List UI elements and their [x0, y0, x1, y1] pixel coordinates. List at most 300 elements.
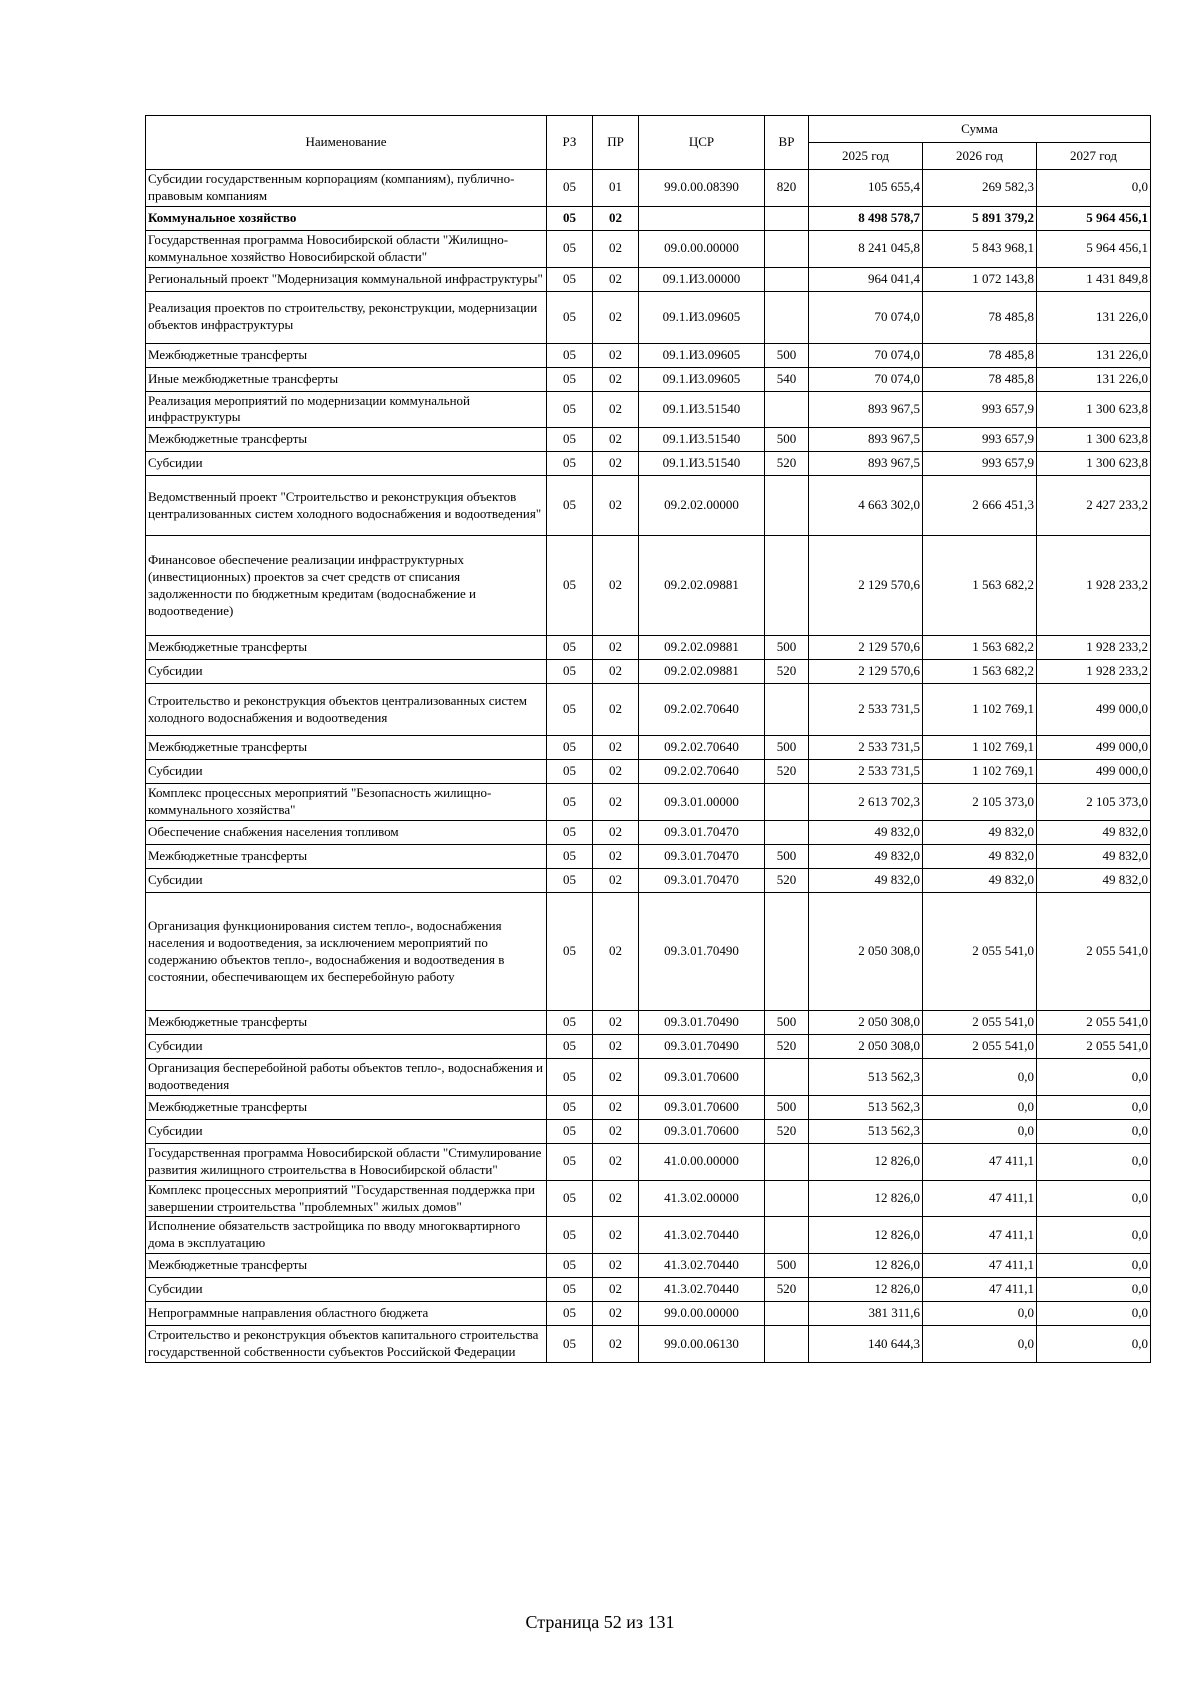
- cell-csr: 41.3.02.70440: [639, 1278, 765, 1302]
- cell-vr: [765, 391, 809, 428]
- table-row: [146, 1326, 1151, 1363]
- cell-vr: [765, 230, 809, 267]
- cell-2025: 2 533 731,5: [809, 684, 923, 736]
- budget-sheet: [145, 115, 1150, 1363]
- cell-2026: 993 657,9: [923, 428, 1037, 452]
- cell-csr: 99.0.00.08390: [639, 170, 765, 207]
- cell-rz: 05: [547, 1059, 593, 1096]
- cell-2025: 70 074,0: [809, 291, 923, 343]
- cell-csr: 09.1.И3.00000: [639, 267, 765, 291]
- cell-name: Организация функционирования систем тепло-, водоснабжения населения и водоотведения, за исключением мероприятий по содержанию объектов тепло-, водоснабжения и водоотведения в состоянии, обеспечивающем их бесперебойную работу: [146, 893, 547, 1011]
- cell-2027: 0,0: [1037, 1278, 1151, 1302]
- cell-name: Реализация мероприятий по модернизации коммунальной инфраструктуры: [146, 391, 547, 428]
- cell-vr: 500: [765, 845, 809, 869]
- cell-pr: 02: [593, 636, 639, 660]
- cell-name: Государственная программа Новосибирской области "Жилищно-коммунальное хозяйство Новосибирской области": [146, 230, 547, 267]
- cell-2025: 2 129 570,6: [809, 636, 923, 660]
- table-row: [146, 1180, 1151, 1217]
- cell-2027: 2 055 541,0: [1037, 893, 1151, 1011]
- cell-2026: 2 055 541,0: [923, 1035, 1037, 1059]
- cell-name: Коммунальное хозяйство: [146, 206, 547, 230]
- cell-pr: 02: [593, 291, 639, 343]
- table-body: [146, 170, 1151, 1363]
- cell-2027: 49 832,0: [1037, 845, 1151, 869]
- cell-csr: [639, 206, 765, 230]
- header-vr: ВР: [765, 116, 809, 170]
- cell-rz: 05: [547, 893, 593, 1011]
- table-row: [146, 1217, 1151, 1254]
- cell-2026: 78 485,8: [923, 343, 1037, 367]
- cell-2027: 0,0: [1037, 1095, 1151, 1119]
- cell-name: Субсидии: [146, 452, 547, 476]
- cell-csr: 09.2.02.09881: [639, 536, 765, 636]
- cell-vr: [765, 684, 809, 736]
- cell-name: Исполнение обязательств застройщика по вводу многоквартирного дома в эксплуатацию: [146, 1217, 547, 1254]
- cell-2027: 499 000,0: [1037, 736, 1151, 760]
- cell-rz: 05: [547, 1011, 593, 1035]
- cell-name: Государственная программа Новосибирской области "Стимулирование развития жилищного строительства в Новосибирской области": [146, 1143, 547, 1180]
- table-row: [146, 291, 1151, 343]
- table-row: [146, 845, 1151, 869]
- cell-vr: 500: [765, 428, 809, 452]
- cell-vr: 500: [765, 736, 809, 760]
- cell-rz: 05: [547, 845, 593, 869]
- table-row: [146, 1278, 1151, 1302]
- cell-2026: 2 105 373,0: [923, 784, 1037, 821]
- cell-rz: 05: [547, 760, 593, 784]
- cell-rz: 05: [547, 869, 593, 893]
- cell-pr: 02: [593, 1011, 639, 1035]
- cell-2026: 49 832,0: [923, 821, 1037, 845]
- cell-rz: 05: [547, 736, 593, 760]
- cell-csr: 09.2.02.70640: [639, 760, 765, 784]
- cell-2025: 513 562,3: [809, 1119, 923, 1143]
- cell-pr: 02: [593, 1095, 639, 1119]
- cell-name: Непрограммные направления областного бюджета: [146, 1302, 547, 1326]
- cell-rz: 05: [547, 1302, 593, 1326]
- cell-vr: 500: [765, 1254, 809, 1278]
- cell-csr: 09.1.И3.51540: [639, 428, 765, 452]
- cell-vr: 500: [765, 343, 809, 367]
- cell-vr: [765, 476, 809, 536]
- cell-pr: 02: [593, 1059, 639, 1096]
- cell-2026: 2 055 541,0: [923, 1011, 1037, 1035]
- cell-2025: 2 129 570,6: [809, 660, 923, 684]
- cell-pr: 02: [593, 1180, 639, 1217]
- cell-2025: 2 050 308,0: [809, 893, 923, 1011]
- cell-pr: 02: [593, 1143, 639, 1180]
- header-sum: Сумма: [809, 116, 1151, 143]
- cell-name: Межбюджетные трансферты: [146, 845, 547, 869]
- table-row: [146, 660, 1151, 684]
- cell-2026: 2 055 541,0: [923, 893, 1037, 1011]
- header-csr: ЦСР: [639, 116, 765, 170]
- cell-2027: 0,0: [1037, 1302, 1151, 1326]
- cell-2025: 2 533 731,5: [809, 760, 923, 784]
- cell-pr: 02: [593, 869, 639, 893]
- cell-name: Реализация проектов по строительству, реконструкции, модернизации объектов инфраструктуры: [146, 291, 547, 343]
- table-row: [146, 684, 1151, 736]
- cell-vr: 820: [765, 170, 809, 207]
- cell-vr: 520: [765, 869, 809, 893]
- table-row: [146, 367, 1151, 391]
- header-name: Наименование: [146, 116, 547, 170]
- cell-2026: 1 563 682,2: [923, 660, 1037, 684]
- cell-vr: [765, 1217, 809, 1254]
- cell-vr: 500: [765, 636, 809, 660]
- cell-vr: [765, 206, 809, 230]
- cell-pr: 02: [593, 684, 639, 736]
- cell-2025: 8 241 045,8: [809, 230, 923, 267]
- table-row: [146, 391, 1151, 428]
- cell-name: Иные межбюджетные трансферты: [146, 367, 547, 391]
- cell-csr: 09.3.01.00000: [639, 784, 765, 821]
- cell-2027: 1 300 623,8: [1037, 391, 1151, 428]
- cell-csr: 09.3.01.70470: [639, 869, 765, 893]
- cell-2027: 49 832,0: [1037, 869, 1151, 893]
- header-rz: РЗ: [547, 116, 593, 170]
- cell-rz: 05: [547, 1326, 593, 1363]
- cell-pr: 02: [593, 1035, 639, 1059]
- cell-name: Субсидии: [146, 1035, 547, 1059]
- table-row: [146, 1254, 1151, 1278]
- cell-csr: 09.2.02.00000: [639, 476, 765, 536]
- cell-pr: 02: [593, 821, 639, 845]
- cell-rz: 05: [547, 684, 593, 736]
- table-row: [146, 1011, 1151, 1035]
- cell-vr: [765, 536, 809, 636]
- cell-csr: 09.3.01.70470: [639, 821, 765, 845]
- cell-name: Межбюджетные трансферты: [146, 1095, 547, 1119]
- cell-2025: 893 967,5: [809, 391, 923, 428]
- cell-2026: 0,0: [923, 1326, 1037, 1363]
- cell-2025: 12 826,0: [809, 1180, 923, 1217]
- cell-pr: 02: [593, 784, 639, 821]
- cell-rz: 05: [547, 1278, 593, 1302]
- cell-2027: 131 226,0: [1037, 291, 1151, 343]
- header-2026: 2026 год: [923, 143, 1037, 170]
- cell-2027: 1 300 623,8: [1037, 452, 1151, 476]
- cell-csr: 09.2.02.09881: [639, 636, 765, 660]
- cell-rz: 05: [547, 1143, 593, 1180]
- cell-rz: 05: [547, 206, 593, 230]
- cell-2026: 1 102 769,1: [923, 684, 1037, 736]
- cell-2025: 49 832,0: [809, 821, 923, 845]
- cell-rz: 05: [547, 1180, 593, 1217]
- cell-name: Строительство и реконструкция объектов капитального строительства государственной собственности субъектов Российской Федерации: [146, 1326, 547, 1363]
- cell-2025: 513 562,3: [809, 1095, 923, 1119]
- cell-pr: 02: [593, 1217, 639, 1254]
- cell-csr: 41.3.02.70440: [639, 1217, 765, 1254]
- cell-2025: 49 832,0: [809, 845, 923, 869]
- cell-name: Субсидии: [146, 1119, 547, 1143]
- cell-2027: 2 427 233,2: [1037, 476, 1151, 536]
- cell-csr: 09.1.И3.09605: [639, 367, 765, 391]
- cell-rz: 05: [547, 428, 593, 452]
- cell-rz: 05: [547, 291, 593, 343]
- cell-csr: 09.1.И3.51540: [639, 391, 765, 428]
- cell-vr: 520: [765, 760, 809, 784]
- cell-pr: 02: [593, 1278, 639, 1302]
- cell-pr: 02: [593, 760, 639, 784]
- cell-rz: 05: [547, 536, 593, 636]
- cell-csr: 99.0.00.00000: [639, 1302, 765, 1326]
- cell-name: Субсидии: [146, 1278, 547, 1302]
- cell-vr: 520: [765, 1119, 809, 1143]
- table-row: [146, 1059, 1151, 1096]
- cell-2027: 499 000,0: [1037, 760, 1151, 784]
- cell-2026: 47 411,1: [923, 1278, 1037, 1302]
- cell-vr: [765, 267, 809, 291]
- cell-vr: [765, 893, 809, 1011]
- cell-2027: 1 928 233,2: [1037, 536, 1151, 636]
- cell-rz: 05: [547, 170, 593, 207]
- cell-2026: 47 411,1: [923, 1217, 1037, 1254]
- table-row: [146, 736, 1151, 760]
- cell-rz: 05: [547, 367, 593, 391]
- cell-csr: 41.3.02.70440: [639, 1254, 765, 1278]
- table-row: [146, 476, 1151, 536]
- cell-2027: 499 000,0: [1037, 684, 1151, 736]
- cell-rz: 05: [547, 660, 593, 684]
- cell-vr: 520: [765, 660, 809, 684]
- table-row: [146, 536, 1151, 636]
- cell-2025: 4 663 302,0: [809, 476, 923, 536]
- cell-2025: 12 826,0: [809, 1143, 923, 1180]
- cell-name: Межбюджетные трансферты: [146, 343, 547, 367]
- cell-rz: 05: [547, 1119, 593, 1143]
- cell-rz: 05: [547, 636, 593, 660]
- cell-2027: 5 964 456,1: [1037, 230, 1151, 267]
- cell-2026: 269 582,3: [923, 170, 1037, 207]
- cell-2027: 2 105 373,0: [1037, 784, 1151, 821]
- cell-2025: 893 967,5: [809, 452, 923, 476]
- table-row: [146, 1143, 1151, 1180]
- cell-2025: 381 311,6: [809, 1302, 923, 1326]
- cell-pr: 02: [593, 267, 639, 291]
- cell-2027: 0,0: [1037, 1180, 1151, 1217]
- cell-rz: 05: [547, 821, 593, 845]
- cell-2027: 5 964 456,1: [1037, 206, 1151, 230]
- table-row: [146, 784, 1151, 821]
- cell-2025: 140 644,3: [809, 1326, 923, 1363]
- cell-vr: [765, 1059, 809, 1096]
- header-pr: ПР: [593, 116, 639, 170]
- cell-pr: 02: [593, 736, 639, 760]
- cell-name: Финансовое обеспечение реализации инфраструктурных (инвестиционных) проектов за счет средств от списания задолженности по бюджетным кредитам (водоснабжение и водоотведение): [146, 536, 547, 636]
- cell-2027: 1 928 233,2: [1037, 660, 1151, 684]
- table-row: [146, 893, 1151, 1011]
- cell-2025: 70 074,0: [809, 343, 923, 367]
- cell-pr: 02: [593, 1302, 639, 1326]
- cell-csr: 41.0.00.00000: [639, 1143, 765, 1180]
- cell-2027: 0,0: [1037, 1217, 1151, 1254]
- cell-2027: 0,0: [1037, 1254, 1151, 1278]
- cell-name: Субсидии: [146, 760, 547, 784]
- cell-2026: 47 411,1: [923, 1180, 1037, 1217]
- cell-2026: 1 102 769,1: [923, 760, 1037, 784]
- cell-pr: 02: [593, 476, 639, 536]
- cell-2027: 131 226,0: [1037, 343, 1151, 367]
- cell-2025: 2 613 702,3: [809, 784, 923, 821]
- cell-2027: 0,0: [1037, 1326, 1151, 1363]
- cell-pr: 02: [593, 536, 639, 636]
- header-row-top: [146, 116, 1151, 143]
- cell-pr: 02: [593, 1119, 639, 1143]
- table-row: [146, 1095, 1151, 1119]
- cell-2026: 0,0: [923, 1059, 1037, 1096]
- cell-2027: 49 832,0: [1037, 821, 1151, 845]
- table-row: [146, 343, 1151, 367]
- cell-name: Субсидии: [146, 869, 547, 893]
- cell-rz: 05: [547, 1217, 593, 1254]
- cell-rz: 05: [547, 452, 593, 476]
- cell-2025: 2 050 308,0: [809, 1011, 923, 1035]
- cell-name: Межбюджетные трансферты: [146, 636, 547, 660]
- cell-rz: 05: [547, 1035, 593, 1059]
- cell-2026: 78 485,8: [923, 291, 1037, 343]
- table-row: [146, 1302, 1151, 1326]
- cell-name: Обеспечение снабжения населения топливом: [146, 821, 547, 845]
- cell-2025: 12 826,0: [809, 1278, 923, 1302]
- cell-2027: 0,0: [1037, 1119, 1151, 1143]
- cell-2026: 1 102 769,1: [923, 736, 1037, 760]
- cell-2026: 993 657,9: [923, 452, 1037, 476]
- cell-vr: 500: [765, 1011, 809, 1035]
- cell-csr: 09.2.02.70640: [639, 736, 765, 760]
- table-row: [146, 267, 1151, 291]
- header-2025: 2025 год: [809, 143, 923, 170]
- cell-rz: 05: [547, 1254, 593, 1278]
- cell-csr: 09.1.И3.09605: [639, 291, 765, 343]
- cell-csr: 09.3.01.70490: [639, 893, 765, 1011]
- table-row: [146, 230, 1151, 267]
- cell-csr: 09.3.01.70470: [639, 845, 765, 869]
- table-row: [146, 1119, 1151, 1143]
- cell-name: Организация бесперебойной работы объектов тепло-, водоснабжения и водоотведения: [146, 1059, 547, 1096]
- cell-pr: 02: [593, 845, 639, 869]
- cell-2027: 2 055 541,0: [1037, 1011, 1151, 1035]
- cell-rz: 05: [547, 343, 593, 367]
- cell-2027: 1 431 849,8: [1037, 267, 1151, 291]
- cell-rz: 05: [547, 230, 593, 267]
- cell-name: Строительство и реконструкция объектов централизованных систем холодного водоснабжения и водоотведения: [146, 684, 547, 736]
- cell-csr: 09.0.00.00000: [639, 230, 765, 267]
- cell-name: Комплекс процессных мероприятий "Государственная поддержка при завершении строительства "проблемных" жилых домов": [146, 1180, 547, 1217]
- cell-2025: 2 533 731,5: [809, 736, 923, 760]
- cell-csr: 09.2.02.70640: [639, 684, 765, 736]
- cell-2026: 78 485,8: [923, 367, 1037, 391]
- cell-name: Межбюджетные трансферты: [146, 1011, 547, 1035]
- cell-vr: 500: [765, 1095, 809, 1119]
- cell-2027: 1 928 233,2: [1037, 636, 1151, 660]
- table-row: [146, 170, 1151, 207]
- cell-pr: 02: [593, 893, 639, 1011]
- cell-2026: 0,0: [923, 1302, 1037, 1326]
- cell-2026: 49 832,0: [923, 869, 1037, 893]
- cell-vr: [765, 291, 809, 343]
- cell-rz: 05: [547, 391, 593, 428]
- cell-csr: 09.3.01.70600: [639, 1095, 765, 1119]
- cell-2026: 49 832,0: [923, 845, 1037, 869]
- cell-vr: 520: [765, 452, 809, 476]
- budget-table: [145, 115, 1151, 1363]
- cell-name: Комплекс процессных мероприятий "Безопасность жилищно-коммунального хозяйства": [146, 784, 547, 821]
- cell-vr: [765, 821, 809, 845]
- table-row: [146, 821, 1151, 845]
- cell-2026: 993 657,9: [923, 391, 1037, 428]
- cell-name: Межбюджетные трансферты: [146, 736, 547, 760]
- cell-2025: 513 562,3: [809, 1059, 923, 1096]
- cell-name: Межбюджетные трансферты: [146, 428, 547, 452]
- cell-vr: [765, 784, 809, 821]
- cell-pr: 02: [593, 391, 639, 428]
- cell-vr: [765, 1180, 809, 1217]
- table-row: [146, 760, 1151, 784]
- table-row: [146, 428, 1151, 452]
- cell-2026: 5 891 379,2: [923, 206, 1037, 230]
- cell-csr: 99.0.00.06130: [639, 1326, 765, 1363]
- cell-csr: 09.1.И3.09605: [639, 343, 765, 367]
- cell-pr: 02: [593, 452, 639, 476]
- cell-2025: 2 129 570,6: [809, 536, 923, 636]
- cell-pr: 02: [593, 660, 639, 684]
- cell-name: Субсидии государственным корпорациям (компаниям), публично-правовым компаниям: [146, 170, 547, 207]
- cell-2025: 964 041,4: [809, 267, 923, 291]
- cell-vr: [765, 1302, 809, 1326]
- cell-rz: 05: [547, 784, 593, 821]
- cell-rz: 05: [547, 476, 593, 536]
- cell-2025: 12 826,0: [809, 1217, 923, 1254]
- cell-name: Межбюджетные трансферты: [146, 1254, 547, 1278]
- cell-2025: 70 074,0: [809, 367, 923, 391]
- table-row: [146, 452, 1151, 476]
- header-2027: 2027 год: [1037, 143, 1151, 170]
- table-row: [146, 206, 1151, 230]
- cell-vr: [765, 1326, 809, 1363]
- cell-pr: 02: [593, 230, 639, 267]
- cell-csr: 09.1.И3.51540: [639, 452, 765, 476]
- cell-2026: 1 072 143,8: [923, 267, 1037, 291]
- cell-2025: 893 967,5: [809, 428, 923, 452]
- cell-2026: 0,0: [923, 1119, 1037, 1143]
- cell-pr: 01: [593, 170, 639, 207]
- cell-name: Ведомственный проект "Строительство и реконструкция объектов централизованных систем холодного водоснабжения и водоотведения": [146, 476, 547, 536]
- cell-csr: 09.3.01.70490: [639, 1035, 765, 1059]
- cell-pr: 02: [593, 428, 639, 452]
- cell-2026: 47 411,1: [923, 1143, 1037, 1180]
- cell-2026: 1 563 682,2: [923, 536, 1037, 636]
- table-row: [146, 869, 1151, 893]
- cell-csr: 09.2.02.09881: [639, 660, 765, 684]
- cell-2027: 131 226,0: [1037, 367, 1151, 391]
- cell-vr: [765, 1143, 809, 1180]
- cell-vr: 520: [765, 1278, 809, 1302]
- cell-2027: 1 300 623,8: [1037, 428, 1151, 452]
- cell-2025: 105 655,4: [809, 170, 923, 207]
- cell-csr: 09.3.01.70600: [639, 1119, 765, 1143]
- cell-pr: 02: [593, 367, 639, 391]
- cell-rz: 05: [547, 1095, 593, 1119]
- cell-2025: 8 498 578,7: [809, 206, 923, 230]
- cell-2026: 2 666 451,3: [923, 476, 1037, 536]
- cell-name: Региональный проект "Модернизация коммунальной инфраструктуры": [146, 267, 547, 291]
- cell-2027: 2 055 541,0: [1037, 1035, 1151, 1059]
- cell-2027: 0,0: [1037, 1143, 1151, 1180]
- cell-csr: 41.3.02.00000: [639, 1180, 765, 1217]
- cell-pr: 02: [593, 1326, 639, 1363]
- cell-2026: 5 843 968,1: [923, 230, 1037, 267]
